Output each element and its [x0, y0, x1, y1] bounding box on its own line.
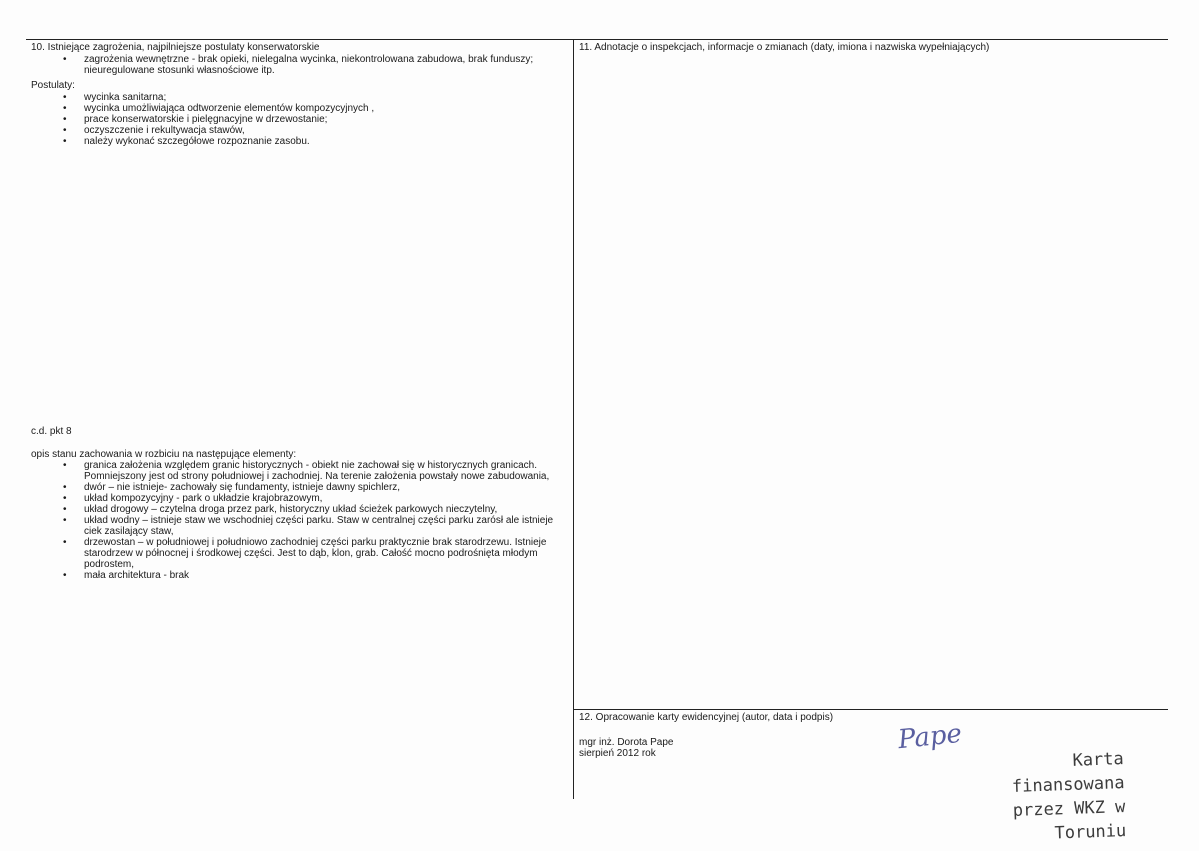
section12-rule [573, 709, 1168, 710]
continuation-label: c.d. pkt 8 [31, 426, 72, 437]
list-item: • układ kompozycyjny - park o układzie krajobrazowym, [31, 493, 571, 504]
continuation-intro: opis stanu zachowania w rozbiciu na następujące elementy: [31, 449, 297, 460]
list-item: • dwór – nie istnieje- zachowały się fundamenty, istnieje dawny spichlerz, [31, 482, 571, 493]
list-item: • układ drogowy – czytelna droga przez park, historyczny układ ścieżek parkowych nieczytelny, [31, 504, 571, 515]
section10-heading: 10. Istniejące zagrożenia, najpilniejsze postulaty konserwatorskie [31, 42, 320, 53]
list-item: • oczyszczenie i rekultywacja stawów, [31, 125, 571, 136]
section12-heading: 12. Opracowanie karty ewidencyjnej (autor, data i podpis) [579, 712, 834, 723]
list-item: • wycinka umożliwiająca odtworzenie elementów kompozycyjnych , [31, 103, 571, 114]
list-item: • drzewostan – w południowej i południowo zachodniej części parku praktycznie brak starodrzewu. Istnieje starodrzew w północnej i środkowej części. Jest to dąb, klon, grab. Całość mocno podrośnięta młodym podrostem, [31, 537, 571, 570]
stamp-line-2: przez WKZ w Toruniu [1012, 797, 1127, 844]
threats-list [31, 54, 571, 76]
list-item: • należy wykonać szczegółowe rozpoznanie zasobu. [31, 136, 571, 147]
funding-stamp [953, 747, 1126, 849]
postulates-list [31, 92, 571, 147]
stamp-line-1: Karta finansowana [1011, 749, 1125, 797]
continuation-list [31, 460, 571, 581]
author-name: mgr inż. Dorota Pape [579, 737, 674, 748]
list-item: • prace konserwatorskie i pielęgnacyjne w drzewostanie; [31, 114, 571, 125]
list-item: • granica założenia względem granic historycznych - obiekt nie zachował się w historycznych granicach. Pomniejszony jest od strony południowej i zachodniej. Na terenie założenia powstały nowe zabudowania, [31, 460, 571, 482]
column-divider [573, 39, 574, 799]
section11-heading: 11. Adnotacje o inspekcjach, informacje o zmianach (daty, imiona i nazwiska wypełniających) [579, 42, 990, 53]
list-item: • wycinka sanitarna; [31, 92, 571, 103]
list-item: • zagrożenia wewnętrzne - brak opieki, nielegalna wycinka, niekontrolowana zabudowa, brak funduszy; nieuregulowane stosunki własnościowe itp. [31, 54, 539, 76]
top-rule [26, 39, 1168, 40]
list-item: • układ wodny – istnieje staw we wschodniej części parku. Staw w centralnej części parku zarósł ale istnieje ciek zasilający staw, [31, 515, 571, 537]
signature: Pape [896, 718, 964, 756]
postulates-label: Postulaty: [31, 80, 75, 91]
author-date: sierpień 2012 rok [579, 748, 656, 759]
list-item: • mała architektura - brak [31, 570, 571, 581]
